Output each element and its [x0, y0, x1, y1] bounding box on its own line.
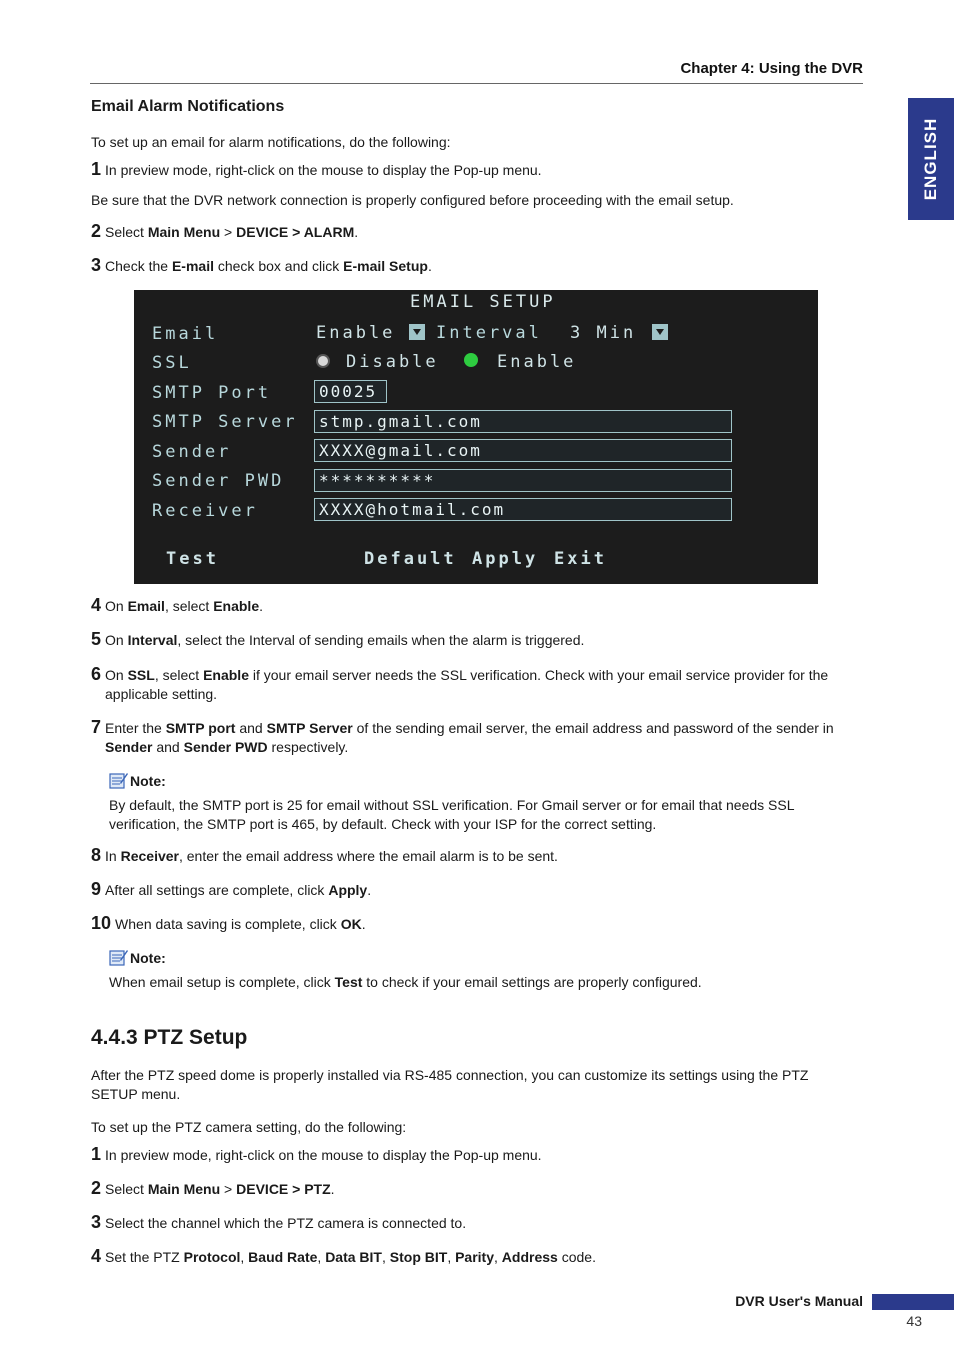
ui-ref: Protocol [183, 1249, 241, 1265]
step-number: 2 [91, 221, 102, 241]
ptz-intro [91, 1066, 866, 1104]
ptz-step-1 [91, 1145, 866, 1165]
menu-ref: DEVICE > PTZ [236, 1181, 331, 1197]
ssl-enable-radio[interactable] [464, 353, 478, 367]
note-label: Note: [130, 773, 166, 789]
step-number: 6 [91, 664, 102, 684]
email-intro: To set up an email for alarm notifications, do the following: [91, 134, 451, 150]
step-text: In preview mode, right-click on the mouse to display the Pop-up menu. [105, 162, 542, 178]
step-number: 4 [91, 1246, 102, 1266]
email-select[interactable]: Enable [316, 323, 396, 343]
email-step-5 [91, 630, 866, 650]
note-text: When email setup is complete, click [109, 974, 335, 990]
paragraph-text: After the PTZ speed dome is properly installed via RS-485 connection, you can customize its settings using the PTZ [91, 1067, 809, 1083]
ssl-enable-label: Enable [497, 352, 577, 372]
note-2-body [109, 973, 869, 992]
page-number: 43 [906, 1313, 922, 1329]
interval-label: Interval [436, 323, 542, 343]
ui-ref: Receiver [120, 848, 179, 864]
step-text: if your email server needs the SSL verification. Check with your email service provider for the [248, 667, 829, 683]
ssl-disable-label: Disable [346, 352, 439, 372]
receiver-label: Receiver [152, 501, 258, 521]
smtp-port-label: SMTP Port [152, 383, 272, 403]
note-1-body [109, 796, 869, 834]
ptz-step-2 [91, 1179, 866, 1199]
ui-ref: Parity [455, 1249, 495, 1265]
ui-ref: SMTP port [165, 720, 236, 736]
step-text: of the sending email server, the email address and password of the sender in [352, 720, 834, 736]
email-step-1 [91, 160, 866, 180]
ui-ref: OK [340, 916, 362, 932]
ui-ref: Interval [127, 632, 178, 648]
note-text: By default, the SMTP port is 25 for email without SSL verification. For Gmail server or for email that needs SSL [109, 797, 795, 813]
step-number: 1 [91, 159, 102, 179]
step-number: 9 [91, 879, 102, 899]
note-label: Note: [130, 950, 166, 966]
step-text: . [367, 882, 372, 898]
email-step-3 [91, 256, 866, 276]
ssl-disable-radio[interactable] [316, 354, 330, 368]
email-setup-screen [134, 290, 818, 584]
email-label: Email [152, 324, 219, 344]
network-note: Be sure that the DVR network connection is properly configured before proceeding with the email setup. [91, 192, 734, 208]
note-1-heading [108, 771, 166, 789]
step-text: After all settings are complete, click [105, 882, 329, 898]
ui-ref: SSL [127, 667, 155, 683]
step-text: On [105, 598, 128, 614]
menu-ref: Main Menu [147, 1181, 221, 1197]
step-text: . [354, 224, 359, 240]
step-text: Set the PTZ [105, 1249, 184, 1265]
ui-ref: Enable [203, 667, 249, 683]
step-text: In preview mode, right-click on the mouse to display the Pop-up menu. [105, 1147, 542, 1163]
ptz-intro-2: To set up the PTZ camera setting, do the following: [91, 1119, 407, 1135]
step-text: respectively. [267, 739, 349, 755]
paragraph-text: SETUP menu. [91, 1086, 181, 1102]
sender-field[interactable]: XXXX@gmail.com [314, 439, 732, 462]
step-text: > [220, 1181, 237, 1197]
interval-select[interactable]: 3 Min [570, 323, 637, 343]
smtp-server-label: SMTP Server [152, 412, 298, 432]
step-text: . [427, 258, 432, 274]
ui-ref: Test [334, 974, 363, 990]
footer-bar [872, 1294, 954, 1310]
header-divider [90, 83, 863, 84]
ui-ref: Address [501, 1249, 558, 1265]
step-text: , enter the email address where the email alarm is to be sent. [178, 848, 558, 864]
step-number: 7 [91, 717, 102, 737]
step-text: , [381, 1249, 390, 1265]
ui-ref: Enable [213, 598, 260, 614]
step-text: . [330, 1181, 335, 1197]
step-text: Select [105, 1181, 148, 1197]
step-text: , select [154, 667, 204, 683]
ptz-step-4 [91, 1247, 866, 1267]
ui-ref: Apply [328, 882, 368, 898]
step-number: 5 [91, 629, 102, 649]
ui-ref: E-mail Setup [343, 258, 428, 274]
section-title-ptz: 4.4.3 PTZ Setup [91, 1026, 248, 1049]
step-number: 3 [91, 1212, 102, 1232]
step-number: 2 [91, 1178, 102, 1198]
step-text: check box and click [213, 258, 344, 274]
step-text: , [317, 1249, 326, 1265]
step-text: > [220, 224, 237, 240]
email-step-4 [91, 596, 866, 616]
note-text: to check if your email settings are properly configured. [362, 974, 702, 990]
default-button[interactable]: Default [364, 549, 457, 569]
ui-ref: Baud Rate [248, 1249, 318, 1265]
step-text: Enter the [105, 720, 166, 736]
step-text: Select the channel which the PTZ camera is connected to. [105, 1215, 467, 1231]
step-text: and [152, 739, 184, 755]
step-text: code. [557, 1249, 596, 1265]
step-text: In [105, 848, 121, 864]
step-text: . [259, 598, 263, 614]
step-text: and [235, 720, 267, 736]
apply-button[interactable]: Apply [472, 549, 539, 569]
sender-pwd-field[interactable]: ********** [314, 469, 732, 492]
step-text: . [361, 916, 366, 932]
ui-ref: Email [127, 598, 165, 614]
step-number: 3 [91, 255, 102, 275]
email-step-2 [91, 222, 866, 242]
step-text: When data saving is complete, click [115, 916, 341, 932]
language-tab [908, 98, 954, 220]
section-title-email: Email Alarm Notifications [91, 98, 285, 115]
screen-title: EMAIL SETUP [410, 292, 556, 312]
step-text: Select [105, 224, 148, 240]
email-step-6 [91, 665, 866, 704]
step-number: 8 [91, 845, 102, 865]
ui-ref: Sender PWD [183, 739, 268, 755]
step-text: , [240, 1249, 249, 1265]
language-tab-label: ENGLISH [921, 117, 940, 201]
step-text: applicable setting. [105, 686, 218, 702]
step-text: , [447, 1249, 456, 1265]
ssl-label: SSL [152, 353, 192, 373]
menu-ref: Main Menu [147, 224, 221, 240]
step-text: On [105, 632, 128, 648]
note-icon [108, 771, 128, 789]
step-text: , [494, 1249, 502, 1265]
manual-title: DVR User's Manual [735, 1293, 863, 1309]
ptz-step-3 [91, 1213, 866, 1233]
smtp-server-field[interactable]: stmp.gmail.com [314, 410, 732, 433]
note-icon [108, 948, 128, 966]
sender-pwd-label: Sender PWD [152, 471, 285, 491]
step-text: , select [164, 598, 214, 614]
chapter-heading: Chapter 4: Using the DVR [680, 60, 863, 77]
ui-ref: Sender [105, 739, 153, 755]
step-text: , select the Interval of sending emails when the alarm is triggered. [177, 632, 585, 648]
email-step-8 [91, 846, 866, 866]
note-text: verification, the SMTP port is 465, by default. Check with your ISP for the correct setting. [109, 816, 657, 832]
exit-button[interactable]: Exit [554, 549, 607, 569]
note-2-heading [108, 948, 166, 966]
receiver-field[interactable]: XXXX@hotmail.com [314, 498, 732, 521]
step-text: On [105, 667, 128, 683]
email-step-9 [91, 880, 866, 900]
ui-ref: Data BIT [325, 1249, 382, 1265]
step-number: 1 [91, 1144, 102, 1164]
ui-ref: E-mail [171, 258, 214, 274]
email-step-7 [91, 718, 866, 757]
step-number: 4 [91, 595, 102, 615]
step-number: 10 [91, 913, 112, 933]
chevron-down-icon[interactable] [409, 324, 425, 340]
sender-label: Sender [152, 442, 232, 462]
email-step-10 [91, 914, 866, 934]
chevron-down-icon[interactable] [652, 324, 668, 340]
test-button[interactable]: Test [166, 549, 219, 569]
menu-ref: DEVICE > ALARM [236, 224, 355, 240]
smtp-port-field[interactable]: 00025 [314, 380, 387, 403]
ui-ref: SMTP Server [266, 720, 353, 736]
step-text: Check the [105, 258, 172, 274]
ui-ref: Stop BIT [389, 1249, 448, 1265]
